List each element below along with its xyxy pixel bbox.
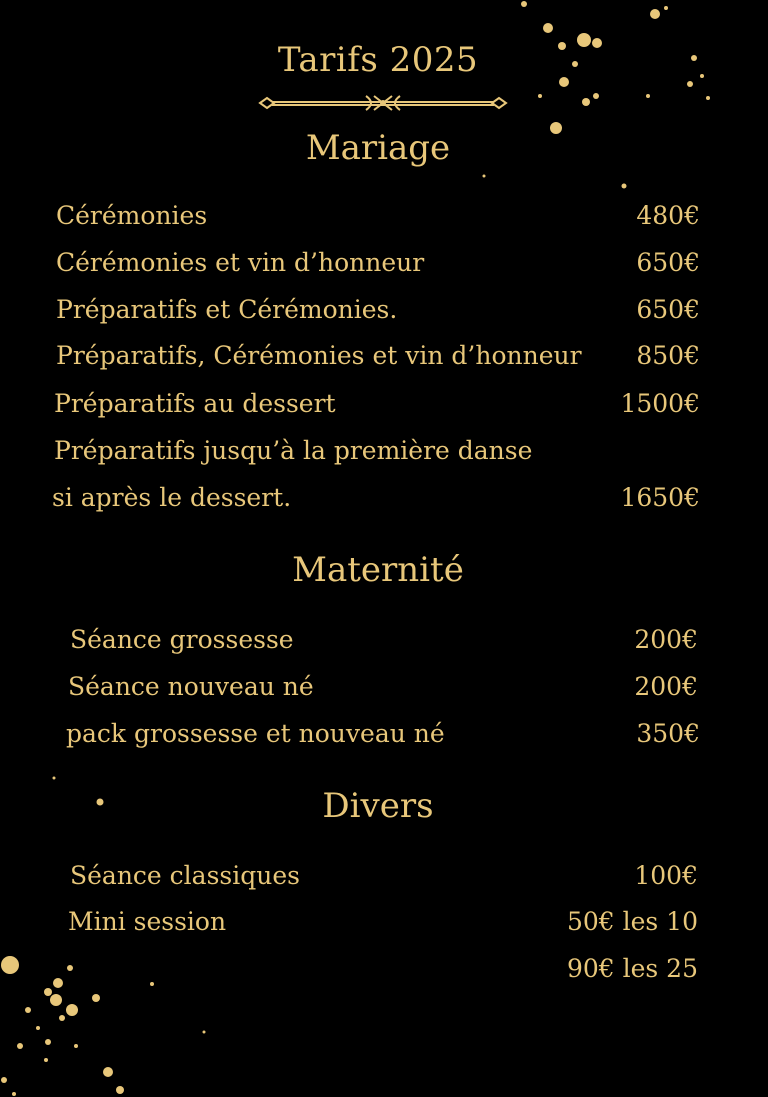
price-row [56,340,700,372]
item-price: 650€ [636,295,700,324]
item-price: 100€ [634,861,698,890]
section-heading-mariage: Mariage [305,128,451,168]
price-row [56,200,700,232]
item-price: 200€ [634,672,698,701]
item-price: 350€ [636,719,700,748]
item-label: si après le dessert. [52,483,292,512]
price-row [70,624,698,656]
item-label: Préparatifs et Cérémonies. [56,295,398,324]
price-row [52,482,700,514]
item-price: 1500€ [620,389,700,418]
price-row [68,671,698,703]
item-label: pack grossesse et nouveau né [66,719,445,748]
item-label: Préparatifs au dessert [54,389,336,418]
item-price: 480€ [636,201,700,230]
price-row [56,294,700,326]
item-price: 50€ les 10 [566,907,698,936]
item-price: 850€ [636,341,700,370]
item-label: Préparatifs, Cérémonies et vin d’honneur [56,341,582,370]
item-label: Cérémonies et vin d’honneur [56,248,425,277]
price-row [70,860,698,892]
price-row [56,247,700,279]
item-label: Séance nouveau né [68,672,314,701]
item-price: 200€ [634,625,698,654]
item-price: 650€ [636,248,700,277]
item-label: Mini session [68,907,227,936]
price-row [54,388,700,420]
item-price: 90€ les 25 [566,954,698,983]
price-row [68,953,698,985]
price-row [54,435,700,467]
item-label: Cérémonies [56,201,208,230]
section-heading-maternite: Maternité [292,550,464,590]
item-label: Séance classiques [70,861,300,890]
page-title: Tarifs 2025 [277,40,479,80]
item-label: Séance grossesse [70,625,294,654]
item-label: Préparatifs jusqu’à la première danse [54,436,533,465]
item-price: 1650€ [620,483,700,512]
price-row [68,906,698,938]
section-heading-divers: Divers [322,786,434,826]
ornamental-divider-icon [258,90,508,116]
price-row [66,718,700,750]
